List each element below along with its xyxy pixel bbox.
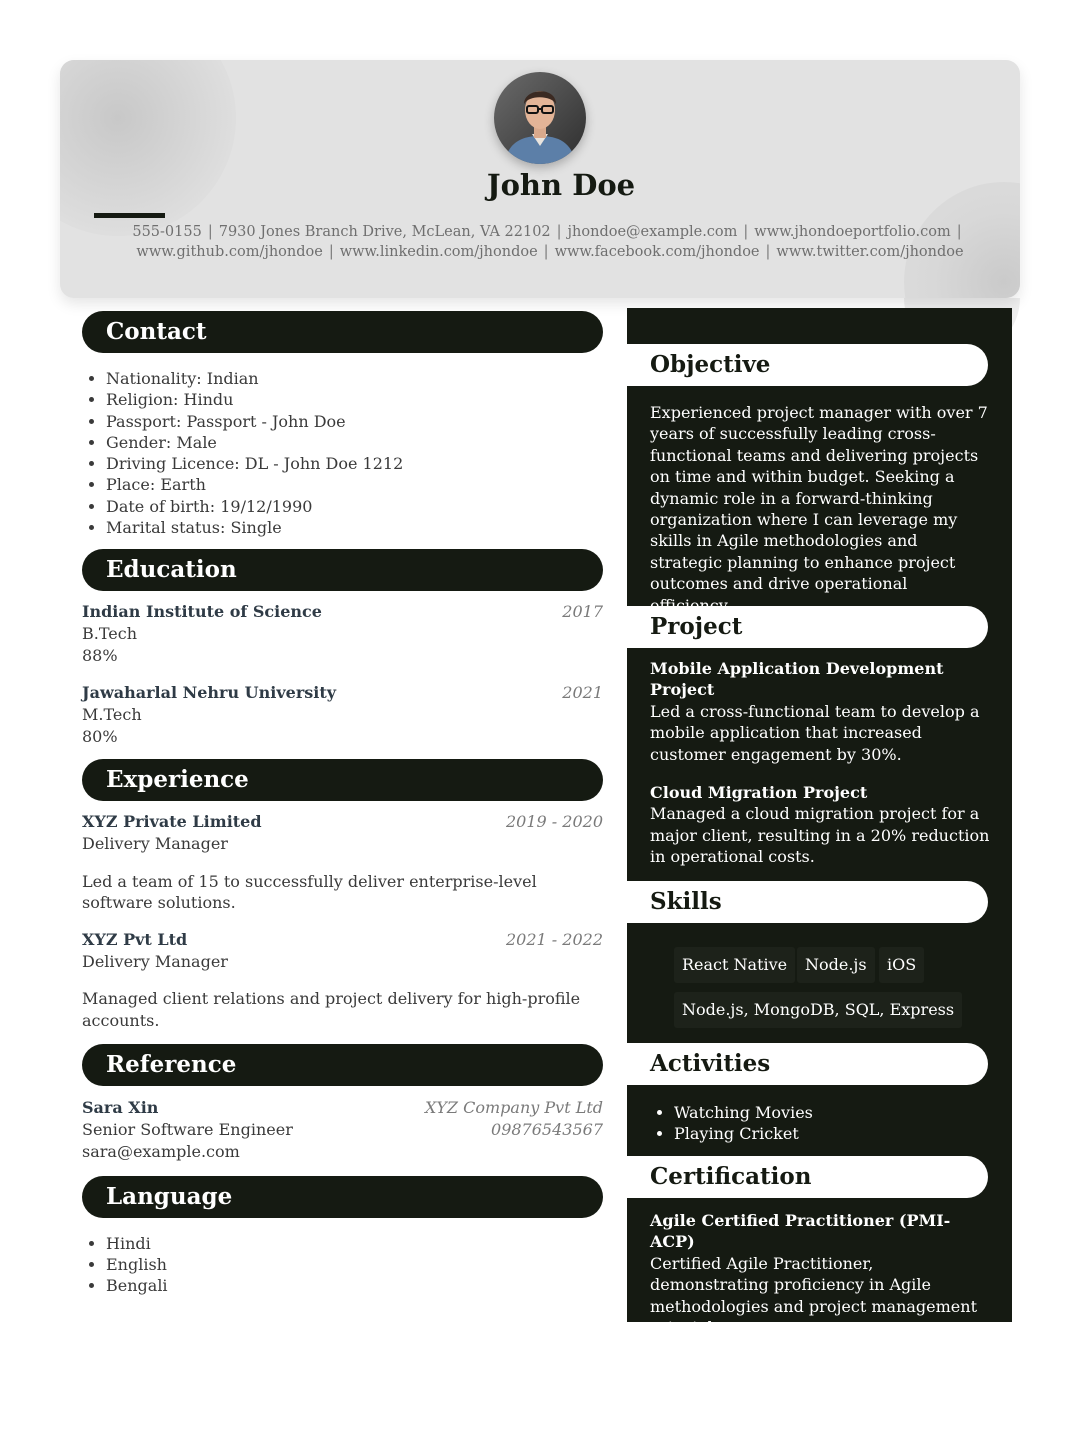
right-column <box>627 308 1012 1338</box>
score: 88% <box>82 645 118 665</box>
facebook-link[interactable]: www.facebook.com/jhondoe <box>554 244 760 260</box>
address: 7930 Jones Branch Drive, McLean, VA 22102 <box>218 224 551 240</box>
experience-entry <box>82 929 603 1032</box>
experience-entry <box>82 811 603 914</box>
experience-period: 2021 - 2022 <box>505 929 603 949</box>
company-name: XYZ Pvt Ltd <box>82 929 188 949</box>
certification-name: Agile Certified Practitioner (PMI-ACP) <box>650 1211 951 1252</box>
list-item: • Gender: Male <box>106 432 603 453</box>
project-description: Led a cross-functional team to develop a mobile application that increased customer engagement by 30%. <box>650 701 980 764</box>
list-item: • Place: Earth <box>106 474 603 495</box>
experience-heading: Experience <box>82 759 603 801</box>
phone: 555-0155 <box>132 224 202 240</box>
skill-tag: Node.js <box>797 947 875 983</box>
project-heading: Project <box>627 606 988 648</box>
experience-period: 2019 - 2020 <box>505 812 603 832</box>
list-item: • Hindi <box>106 1233 603 1254</box>
certification-heading: Certification <box>627 1156 988 1198</box>
reference-email: sara@example.com <box>82 1142 240 1162</box>
job-description: Managed client relations and project delivery for high-profile accounts. <box>82 989 581 1030</box>
reference-position: Senior Software Engineer <box>82 1120 293 1140</box>
list-item: • Nationality: Indian <box>106 368 603 389</box>
degree: M.Tech <box>82 705 142 725</box>
contact-line-1: 555-0155 | 7930 Jones Branch Drive, McLean, VA 22102 | jhondoe@example.com | www.jhondoeportfolio.com | <box>132 224 962 240</box>
candidate-name: John Doe <box>486 168 636 202</box>
reference-phone: 09876543567 <box>491 1120 603 1140</box>
left-column <box>82 311 603 1297</box>
project-name: Cloud Migration Project <box>650 783 868 803</box>
education-entry <box>82 682 603 747</box>
list-item: • Date of birth: 19/12/1990 <box>106 496 603 517</box>
reference-name: Sara Xin <box>82 1098 159 1118</box>
activities-heading: Activities <box>627 1043 988 1085</box>
objective-heading: Objective <box>627 344 988 386</box>
project-description: Managed a cloud migration project for a major client, resulting in a 20% reduction in operational costs. <box>650 804 990 867</box>
project-list <box>650 658 990 868</box>
skill-tag: Node.js, MongoDB, SQL, Express <box>674 992 962 1028</box>
education-entry <box>82 601 603 666</box>
certification-description: Certified Agile Practitioner, demonstrating proficiency in Agile methodologies and project management principles. <box>650 1253 977 1338</box>
company-name: XYZ Private Limited <box>82 812 262 832</box>
language-list <box>82 1233 603 1297</box>
language-heading: Language <box>82 1176 603 1218</box>
reference-entry <box>82 1097 603 1163</box>
degree: B.Tech <box>82 624 138 644</box>
education-year: 2017 <box>562 602 603 622</box>
reference-company: XYZ Company Pvt Ltd <box>424 1098 603 1118</box>
list-item: • Playing Cricket <box>674 1123 1014 1144</box>
education-year: 2021 <box>562 683 603 703</box>
portfolio-link[interactable]: www.jhondoeportfolio.com <box>754 224 951 240</box>
list-item: • Religion: Hindu <box>106 389 603 410</box>
objective-text: Experienced project manager with over 7 years of successfully leading cross-functional teams and delivering projects on time and within budget. Seeking a dynamic role in a forward-thinking organization where I can leverage my skills in Agile methodologies and strategic planning to enhance project outcomes and drive operational <box>650 403 988 594</box>
skill-tag: React Native <box>674 947 795 983</box>
decor-circle-left <box>60 60 236 236</box>
job-role: Delivery Manager <box>82 951 228 971</box>
score: 80% <box>82 726 118 746</box>
avatar-photo <box>494 72 586 164</box>
skill-tag: iOS <box>879 947 924 983</box>
twitter-link[interactable]: www.twitter.com/jhondoe <box>776 244 964 260</box>
job-description: Led a team of 15 to successfully deliver enterprise-level software solutions. <box>82 871 537 913</box>
list-item: • Marital status: Single <box>106 517 603 538</box>
school-name: Indian Institute of Science <box>82 602 322 622</box>
contact-list <box>82 368 603 538</box>
list-item: • English <box>106 1254 603 1275</box>
github-link[interactable]: www.github.com/jhondoe <box>136 244 323 260</box>
skills-heading: Skills <box>627 881 988 923</box>
list-item: • Bengali <box>106 1275 603 1296</box>
contact-heading: Contact <box>82 311 603 353</box>
resume-header <box>60 60 1020 298</box>
school-name: Jawaharlal Nehru University <box>82 683 337 703</box>
project-name: Mobile Application Development Project <box>650 659 944 700</box>
avatar <box>494 72 586 164</box>
list-item: • Passport: Passport - John Doe <box>106 411 603 432</box>
contact-line-2: www.github.com/jhondoe | www.linkedin.com/jhondoe | www.facebook.com/jhondoe | www.twitter.com/jhondoe <box>136 244 964 260</box>
list-item: • Driving Licence: DL - John Doe 1212 <box>106 453 603 474</box>
accent-bar <box>94 213 165 218</box>
linkedin-link[interactable]: www.linkedin.com/jhondoe <box>339 244 538 260</box>
list-item: • Watching Movies <box>674 1102 1014 1123</box>
certification-entry <box>650 1210 990 1338</box>
email-link[interactable]: jhondoe@example.com <box>567 224 738 240</box>
reference-heading: Reference <box>82 1044 603 1086</box>
job-role: Delivery Manager <box>82 834 228 854</box>
contact-details <box>130 222 970 262</box>
education-heading: Education <box>82 549 603 591</box>
activities-list <box>650 1102 1014 1145</box>
